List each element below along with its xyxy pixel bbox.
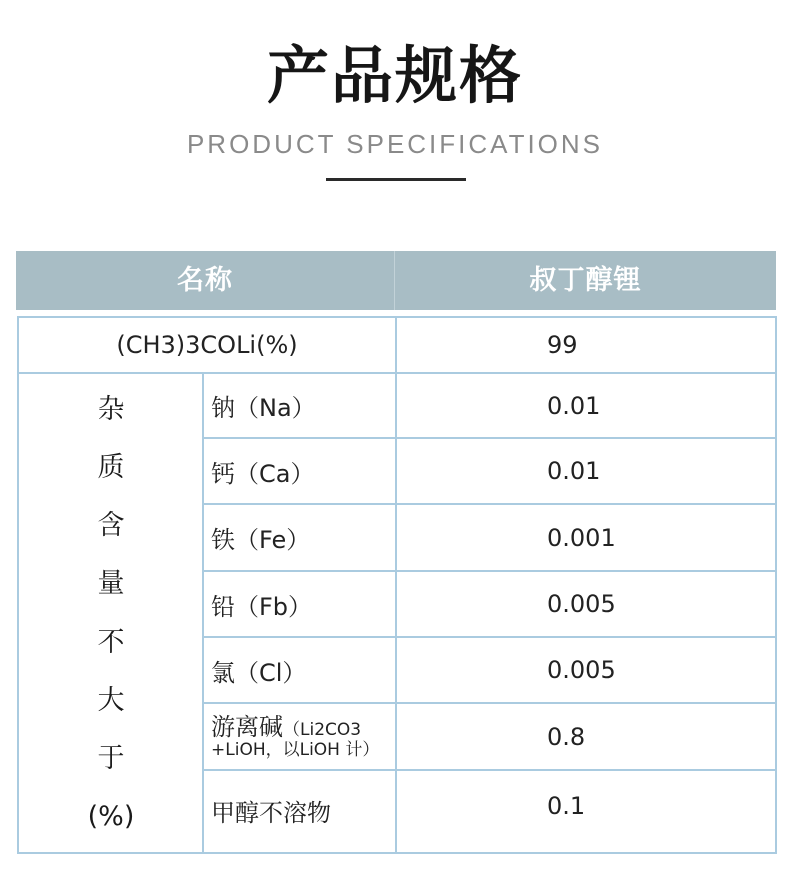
impurity-label-char: 大: [97, 684, 125, 716]
row-name-ca: 钙（Ca）: [211, 459, 315, 488]
row-name-na: 钠（Na）: [211, 394, 316, 422]
row-value-cl: 0.005: [547, 656, 616, 684]
impurity-label: [19, 374, 203, 852]
column-divider: [395, 318, 397, 852]
title-divider: [326, 178, 466, 181]
impurity-label-char: 质: [97, 451, 125, 483]
main-row-value: 99: [547, 331, 578, 359]
page-title: 产品规格: [266, 39, 523, 112]
row-name-fb: 铅（Fb）: [211, 592, 313, 621]
free-alkali-detail: +LiOH，以LiOH 计）: [211, 739, 380, 760]
row-name-fe: 铁（Fe）: [211, 526, 311, 554]
impurity-label-char: 含: [97, 510, 125, 542]
spec-table: [17, 316, 777, 854]
page-subtitle: PRODUCT SPECIFICATIONS: [186, 129, 604, 159]
row-name-free-alkali: [211, 704, 391, 769]
row-value-na: 0.01: [547, 391, 601, 420]
impurity-label-char: 不: [97, 626, 125, 658]
row-value-free-alkali: 0.8: [547, 722, 586, 751]
row-name-methanol-insoluble: 甲醇不溶物: [211, 799, 331, 827]
main-row-name: (CH3)3COLi(%): [116, 331, 298, 359]
column-header-product: 叔丁醇锂: [529, 265, 642, 296]
table-header: [16, 251, 776, 310]
row-value-fe: 0.001: [547, 523, 616, 552]
impurity-label-char: 杂: [97, 393, 125, 425]
row-name-cl: 氯（Cl）: [211, 658, 307, 687]
row-value-methanol-insoluble: 0.1: [547, 792, 586, 820]
row-value-fb: 0.005: [547, 590, 616, 618]
column-header-name: 名称: [177, 265, 233, 296]
impurity-label-char: 量: [97, 568, 125, 600]
impurity-label-char: 于: [97, 743, 125, 775]
free-alkali-detail: （Li2CO3: [283, 719, 362, 740]
row-value-ca: 0.01: [547, 457, 601, 485]
free-alkali-label: 游离碱: [211, 712, 283, 741]
impurity-label-char: (%): [87, 801, 135, 833]
